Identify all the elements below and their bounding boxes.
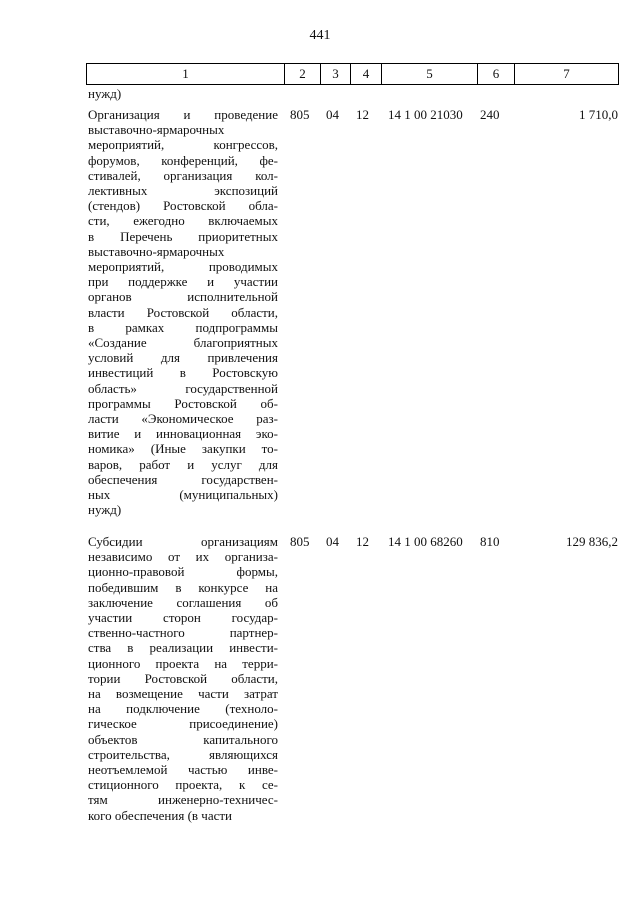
amount-value: 129 836,2 — [566, 534, 618, 549]
expense-type-code: 810 — [480, 534, 500, 549]
section-code: 04 — [326, 107, 339, 122]
description-line: тории Ростовской области, — [88, 670, 278, 686]
column-header-4: 4 — [351, 64, 382, 85]
column-header-1: 1 — [87, 64, 285, 85]
description-line: победившим в конкурсе на — [88, 579, 278, 595]
description-line: Субсидии организациям — [88, 534, 278, 549]
description-line: в рамках подпрограммы — [88, 319, 278, 335]
description-line: ства в реализации инвести- — [88, 640, 278, 656]
column-header-5: 5 — [382, 64, 478, 85]
description-line: заключение соглашения об — [88, 594, 278, 610]
ministry-code: 805 — [290, 534, 310, 549]
column-header-7: 7 — [515, 64, 619, 85]
row-description — [88, 534, 278, 823]
description-line: участии сторон государ- — [88, 610, 278, 626]
target-article-code: 14 1 00 21030 — [388, 107, 463, 122]
description-line: стиционного проекта, к се- — [88, 777, 278, 793]
description-line: ционного проекта на терри- — [88, 655, 278, 671]
description-line: ственно-частного партнер- — [88, 625, 278, 641]
continuation-text: нужд) — [88, 86, 122, 101]
column-header-2: 2 — [285, 64, 321, 85]
description-line: выставочно-ярмарочных — [88, 243, 225, 259]
description-line: органов исполнительной — [88, 289, 278, 305]
description-line: власти Ростовской области, — [88, 304, 278, 320]
description-line: мероприятий, конгрессов, — [88, 137, 278, 153]
description-line: кого обеспечения (в части — [88, 807, 233, 823]
description-line: неотъемлемой частью инве- — [88, 762, 278, 778]
description-line: мероприятий, проводимых — [88, 259, 278, 275]
page-number: 441 — [309, 28, 331, 43]
description-line: область» государственной — [88, 380, 278, 396]
description-line: в Перечень приоритетных — [88, 228, 278, 244]
description-line: на возмещение части затрат — [88, 686, 278, 702]
description-line: стивалей, организация кол- — [88, 167, 278, 183]
description-line: программы Ростовской об- — [88, 395, 278, 411]
description-line: сти, ежегодно включаемых — [88, 213, 278, 229]
target-article-code: 14 1 00 68260 — [388, 534, 463, 549]
description-line: строительства, являющихся — [88, 746, 278, 762]
description-line: объектов капитального — [88, 731, 278, 747]
description-line: выставочно-ярмарочных — [88, 122, 225, 138]
ministry-code: 805 — [290, 107, 310, 122]
row-description — [88, 107, 278, 517]
section-code: 04 — [326, 534, 339, 549]
column-header-table — [86, 63, 619, 85]
description-line: обеспечения государствен- — [88, 471, 278, 487]
column-header-3: 3 — [321, 64, 351, 85]
description-line: варов, работ и услуг для — [88, 456, 278, 472]
description-line: нужд) — [88, 502, 122, 518]
description-line: инвестиций в Ростовскую — [88, 365, 278, 381]
description-line: витие и инновационная эко- — [88, 426, 278, 442]
description-line: (стендов) Ростовской обла- — [88, 198, 278, 214]
description-line: гическое присоединение) — [88, 716, 278, 732]
description-line: ласти «Экономическое раз- — [88, 411, 278, 427]
description-line: ционно-правовой формы, — [88, 564, 278, 580]
description-line: при поддержке и участии — [88, 274, 278, 290]
description-line: ных (муниципальных) — [88, 487, 278, 503]
description-line: форумов, конференций, фе- — [88, 152, 278, 168]
amount-value: 1 710,0 — [579, 107, 618, 122]
description-line: «Создание благоприятных — [88, 335, 278, 351]
description-line: независимо от их организа- — [88, 549, 278, 565]
description-line: номика» (Иные закупки то- — [88, 441, 278, 457]
description-line: тям инженерно-техничес- — [88, 792, 278, 808]
column-header-6: 6 — [478, 64, 515, 85]
column-header-row — [87, 64, 619, 85]
subsection-code: 12 — [356, 107, 369, 122]
expense-type-code: 240 — [480, 107, 500, 122]
description-line: на подключение (техноло- — [88, 701, 278, 717]
description-line: Организация и проведение — [88, 107, 278, 122]
description-line: условий для привлечения — [88, 350, 278, 366]
subsection-code: 12 — [356, 534, 369, 549]
description-line: лективных экспозиций — [88, 183, 278, 199]
